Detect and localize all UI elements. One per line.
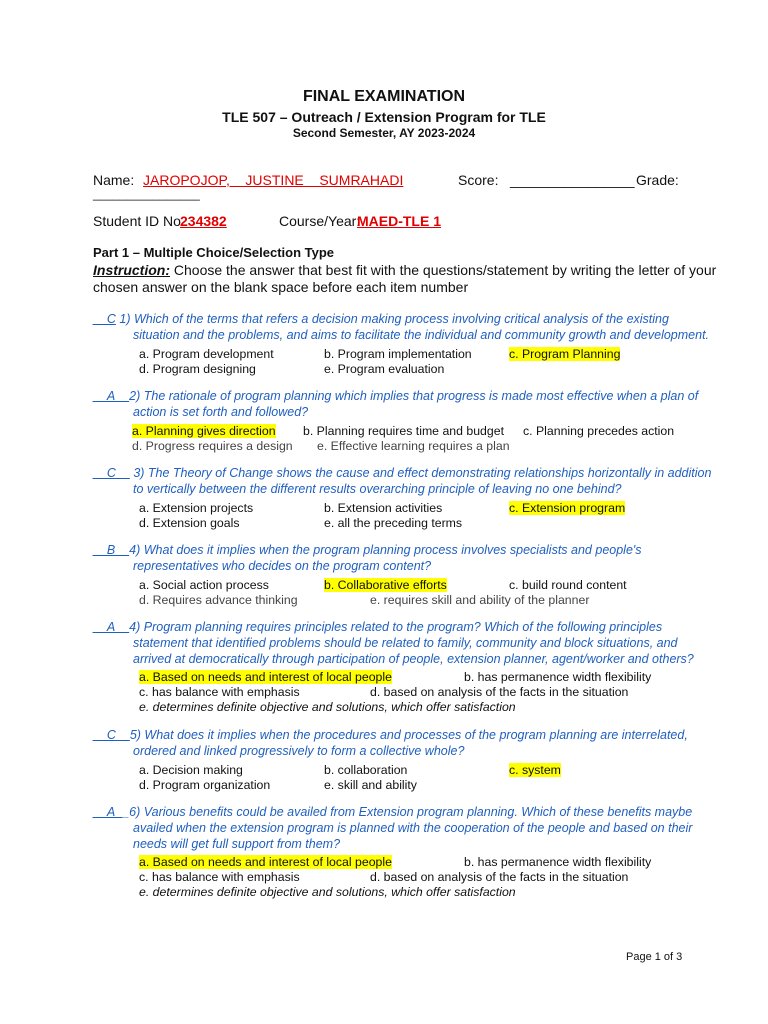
option: b. Planning requires time and budget (303, 424, 504, 438)
option: e. Program evaluation (324, 362, 445, 376)
option-selected: a. Based on needs and interest of local people (139, 855, 392, 869)
option: b. collaboration (324, 763, 408, 777)
option-selected: a. Planning gives direction (132, 424, 276, 438)
option: d. based on analysis of the facts in the situation (370, 870, 629, 884)
option: e. all the preceding terms (324, 516, 463, 530)
question-text: _6) Various benefits could be availed from Extension program planning. Which of these benefits maybe (122, 805, 693, 819)
option-selected: c. Extension program (509, 501, 626, 515)
question-text: ordered and linked progressively to form a collective whole? (133, 744, 465, 758)
option: a. Extension projects (139, 501, 254, 515)
course-title: TLE 507 – Outreach / Extension Program for TLE (222, 109, 546, 125)
exam-title: FINAL EXAMINATION (302, 88, 466, 105)
question-text: statement that identified problems should be related to family, community and block situations, and (133, 636, 678, 650)
student-name: JAROPOJOP, JUSTINE SUMRAHADI (143, 172, 404, 188)
option: d. based on analysis of the facts in the situation (370, 685, 629, 699)
grade-blank: ________________ (93, 187, 200, 201)
question-6 (93, 804, 693, 852)
page-number: Page 1 of 3 (626, 951, 683, 963)
semester-label: Second Semester, AY 2023-2024 (292, 126, 476, 140)
answer-blank: __B__ (93, 543, 130, 557)
question-1 (93, 311, 710, 343)
question-2 (93, 388, 699, 420)
option-selected: b. Collaborative efforts (324, 578, 447, 592)
answer-blank: __C__ (93, 466, 130, 480)
answer-blank: __A_ (93, 805, 123, 819)
question-5 (93, 727, 688, 759)
question-text: representatives who decides on the program content? (133, 559, 432, 573)
option: c. Planning precedes action (523, 424, 675, 438)
option-selected: c. Program Planning (509, 347, 621, 361)
question-4b (93, 619, 694, 667)
option: b. has permanence width flexibility (464, 670, 652, 684)
answer-blank: __C__ (93, 728, 130, 742)
option: c. has balance with emphasis (139, 870, 300, 884)
option: d. Progress requires a design (132, 439, 293, 453)
question-text: 1) Which of the terms that refers a decision making process involving critical analysis of the existing (115, 312, 669, 326)
question-text: 3) The Theory of Change shows the cause and effect demonstrating relationships horizontally in addition (129, 466, 712, 480)
question-3 (93, 465, 712, 497)
option-selected: c. system (509, 763, 561, 777)
option: d. Requires advance thinking (139, 593, 298, 607)
name-label: Name: (93, 172, 135, 188)
option: d. Program organization (139, 778, 271, 792)
student-id-label: Student ID No. (93, 213, 185, 229)
option: a. Decision making (139, 763, 243, 777)
option: d. Extension goals (139, 516, 240, 530)
option: b. Extension activities (324, 501, 443, 515)
option: b. has permanence width flexibility (464, 855, 652, 869)
answer-blank: __C (93, 312, 116, 326)
option-selected: a. Based on needs and interest of local people (139, 670, 392, 684)
answer-blank: __A__ (93, 620, 130, 634)
question-text: situation and the problems, and aims to facilitate the individual and community growth and development. (133, 328, 710, 342)
question-text: to vertically between the different results overarching principle of leaving no one behind? (133, 482, 622, 496)
score-blank: ________________ (510, 172, 635, 188)
option: e. Effective learning requires a plan (317, 439, 510, 453)
part-title: Part 1 – Multiple Choice/Selection Type (93, 245, 335, 260)
instruction-line-1 (93, 262, 716, 278)
option: b. Program implementation (324, 347, 472, 361)
option: e. determines definite objective and solutions, which offer satisfaction (139, 700, 516, 714)
option: c. build round content (509, 578, 627, 592)
grade-label: Grade: (636, 172, 679, 188)
option: e. requires skill and ability of the planner (370, 593, 590, 607)
question-text: action is set forth and followed? (133, 405, 309, 419)
option: a. Program development (139, 347, 274, 361)
course-year-value: MAED-TLE 1 (357, 213, 441, 229)
instruction-text: Choose the answer that best fit with the questions/statement by writing the letter of your (170, 262, 717, 278)
question-text: 5) What does it implies when the procedures and processes of the program planning are interrelated, (129, 728, 688, 742)
instruction-line-2: chosen answer on the blank space before each item number (93, 279, 469, 295)
option: e. determines definite objective and solutions, which offer satisfaction (139, 885, 516, 899)
option: e. skill and ability (324, 778, 417, 792)
answer-blank: __A__ (93, 389, 130, 403)
option: a. Social action process (139, 578, 269, 592)
question-text: availed when the extension program is planned with the cooperation of the people and based on their (133, 821, 693, 835)
option: c. has balance with emphasis (139, 685, 300, 699)
option: d. Program designing (139, 362, 256, 376)
student-id-value: 234382 (180, 213, 227, 229)
question-text: 2) The rationale of program planning which implies that progress is made most effective when a plan of (129, 389, 699, 403)
question-4 (93, 542, 675, 574)
question-text: 4) What does it implies when the program planning process involves specialists and people's (129, 543, 642, 557)
course-year-label: Course/Year: (279, 213, 361, 229)
question-text: arrived at democratically through participation of people, extension planner, agent/worker and others? (133, 652, 694, 666)
instruction-label: Instruction: (93, 262, 170, 278)
question-text: needs will get full support from them? (133, 837, 341, 851)
question-text: 4) Program planning requires principles related to the program? Which of the following principles (129, 620, 663, 634)
score-label: Score: (458, 172, 499, 188)
